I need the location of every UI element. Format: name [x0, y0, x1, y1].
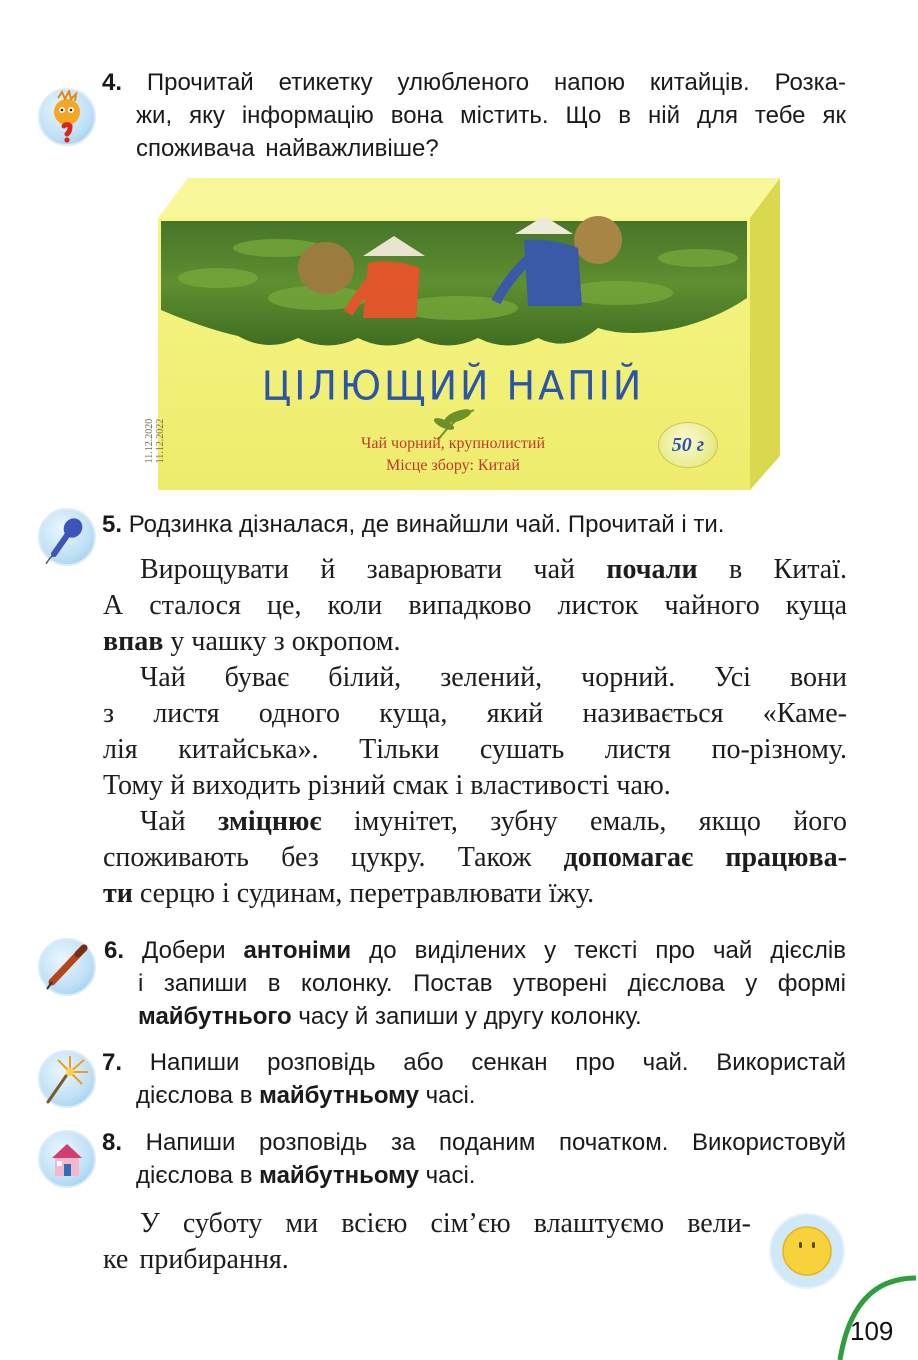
reading-paragraph-1 — [103, 552, 847, 660]
key-term: майбутньому — [259, 1162, 419, 1189]
task-number: 6. — [104, 937, 125, 964]
text-span: дієслова в — [136, 1082, 260, 1109]
text-span: Добери — [142, 937, 244, 964]
highlighted-verb: ти — [103, 878, 133, 909]
tea-label-date-expiry: 11.12.2022 — [155, 418, 166, 464]
reading-paragraph-2 — [103, 660, 847, 804]
tea-label-origin: Місце збору: Китай — [385, 457, 520, 474]
text-span: серцю і судинам, перетравлювати їжу. — [132, 878, 595, 909]
task-number: 8. — [102, 1129, 123, 1156]
key-term: майбутньому — [259, 1082, 419, 1109]
text-line: з листя одного куща, який називається «Каме- — [103, 698, 847, 729]
sparkler-icon — [38, 1050, 96, 1108]
task-4-line: Прочитай етикетку улюбленого напою китайців. Розка- — [146, 69, 846, 96]
page-number: 109 — [850, 1316, 894, 1346]
task-5 — [102, 508, 724, 541]
tea-label-date-made: 11.12.2020 — [144, 418, 155, 464]
text-line: Чай буває білий, зелений, чорний. Усі вони — [140, 662, 847, 693]
highlighted-verb: зміцнює — [218, 806, 322, 837]
task-4-line: споживача найважливіше? — [136, 135, 439, 162]
house-icon — [38, 1130, 96, 1188]
text-span: у чашку з окропом. — [163, 626, 401, 657]
task-number: 7. — [102, 1049, 123, 1076]
task-7 — [102, 1046, 846, 1112]
text-line: лія китайська». Тільки сушать листя по-різному. — [103, 734, 847, 765]
highlighted-verb: допомагає працюва- — [563, 842, 848, 873]
story-beginning — [103, 1206, 751, 1278]
text-line: У суботу ми всією сім’єю влаштуємо вели- — [140, 1208, 751, 1239]
task-4-line: жи, яку інформацію вона містить. Що в ній для тебе як — [136, 102, 846, 129]
text-line: і запиши в колонку. Постав утворені дієслова у формі — [138, 970, 846, 997]
text-span: часі. — [418, 1162, 476, 1189]
key-term: антоніми — [243, 937, 352, 964]
task-5-text: Родзинка дізналася, де винайшли чай. Прочитай і ти. — [128, 511, 725, 538]
text-span: часі. — [418, 1082, 476, 1109]
tea-box-illustration — [144, 178, 780, 490]
task-6 — [104, 934, 846, 1033]
key-term: майбутнього — [138, 1003, 292, 1030]
highlighted-verb: впав — [103, 626, 164, 657]
text-line: А сталося це, коли випадково листок чайного куща — [103, 590, 847, 621]
text-line: Тому й виходить різний смак і властивості чаю. — [103, 770, 671, 801]
text-span: Напиши розповідь за поданим початком. Використовуй — [145, 1129, 847, 1156]
text-span: споживають без цукру. Також — [103, 842, 564, 873]
task-4 — [102, 66, 846, 165]
text-span: часу й запиши у другу колонку. — [291, 1003, 642, 1030]
tea-label-weight: 50 г — [658, 422, 718, 468]
task-number: 4. — [102, 69, 123, 96]
pen-icon — [38, 938, 96, 996]
text-line: ке прибирання. — [103, 1244, 289, 1275]
text-span: Напиши розповідь або сенкан про чай. Використай — [149, 1049, 847, 1076]
tea-label-title: ЦІЛЮЩИЙ НАПІЙ — [261, 362, 645, 410]
microphone-icon — [38, 508, 96, 566]
text-span: імунітет, зубну емаль, якщо його — [321, 806, 847, 837]
tea-label-type: Чай чорний, крупнолистий — [360, 435, 546, 452]
text-span: Чай — [140, 806, 218, 837]
text-span: в Китаї. — [697, 554, 848, 585]
tea-label-dates — [144, 396, 166, 486]
text-span: Вирощувати й заварювати чай — [140, 554, 607, 585]
question-mascot-icon — [38, 88, 96, 146]
reading-paragraph-3 — [103, 804, 847, 912]
task-number: 5. — [102, 511, 123, 538]
highlighted-verb: почали — [606, 554, 698, 585]
text-span: дієслова в — [136, 1162, 260, 1189]
text-span: до виділених у тексті про чай дієслів — [351, 937, 846, 964]
task-8 — [102, 1126, 846, 1192]
